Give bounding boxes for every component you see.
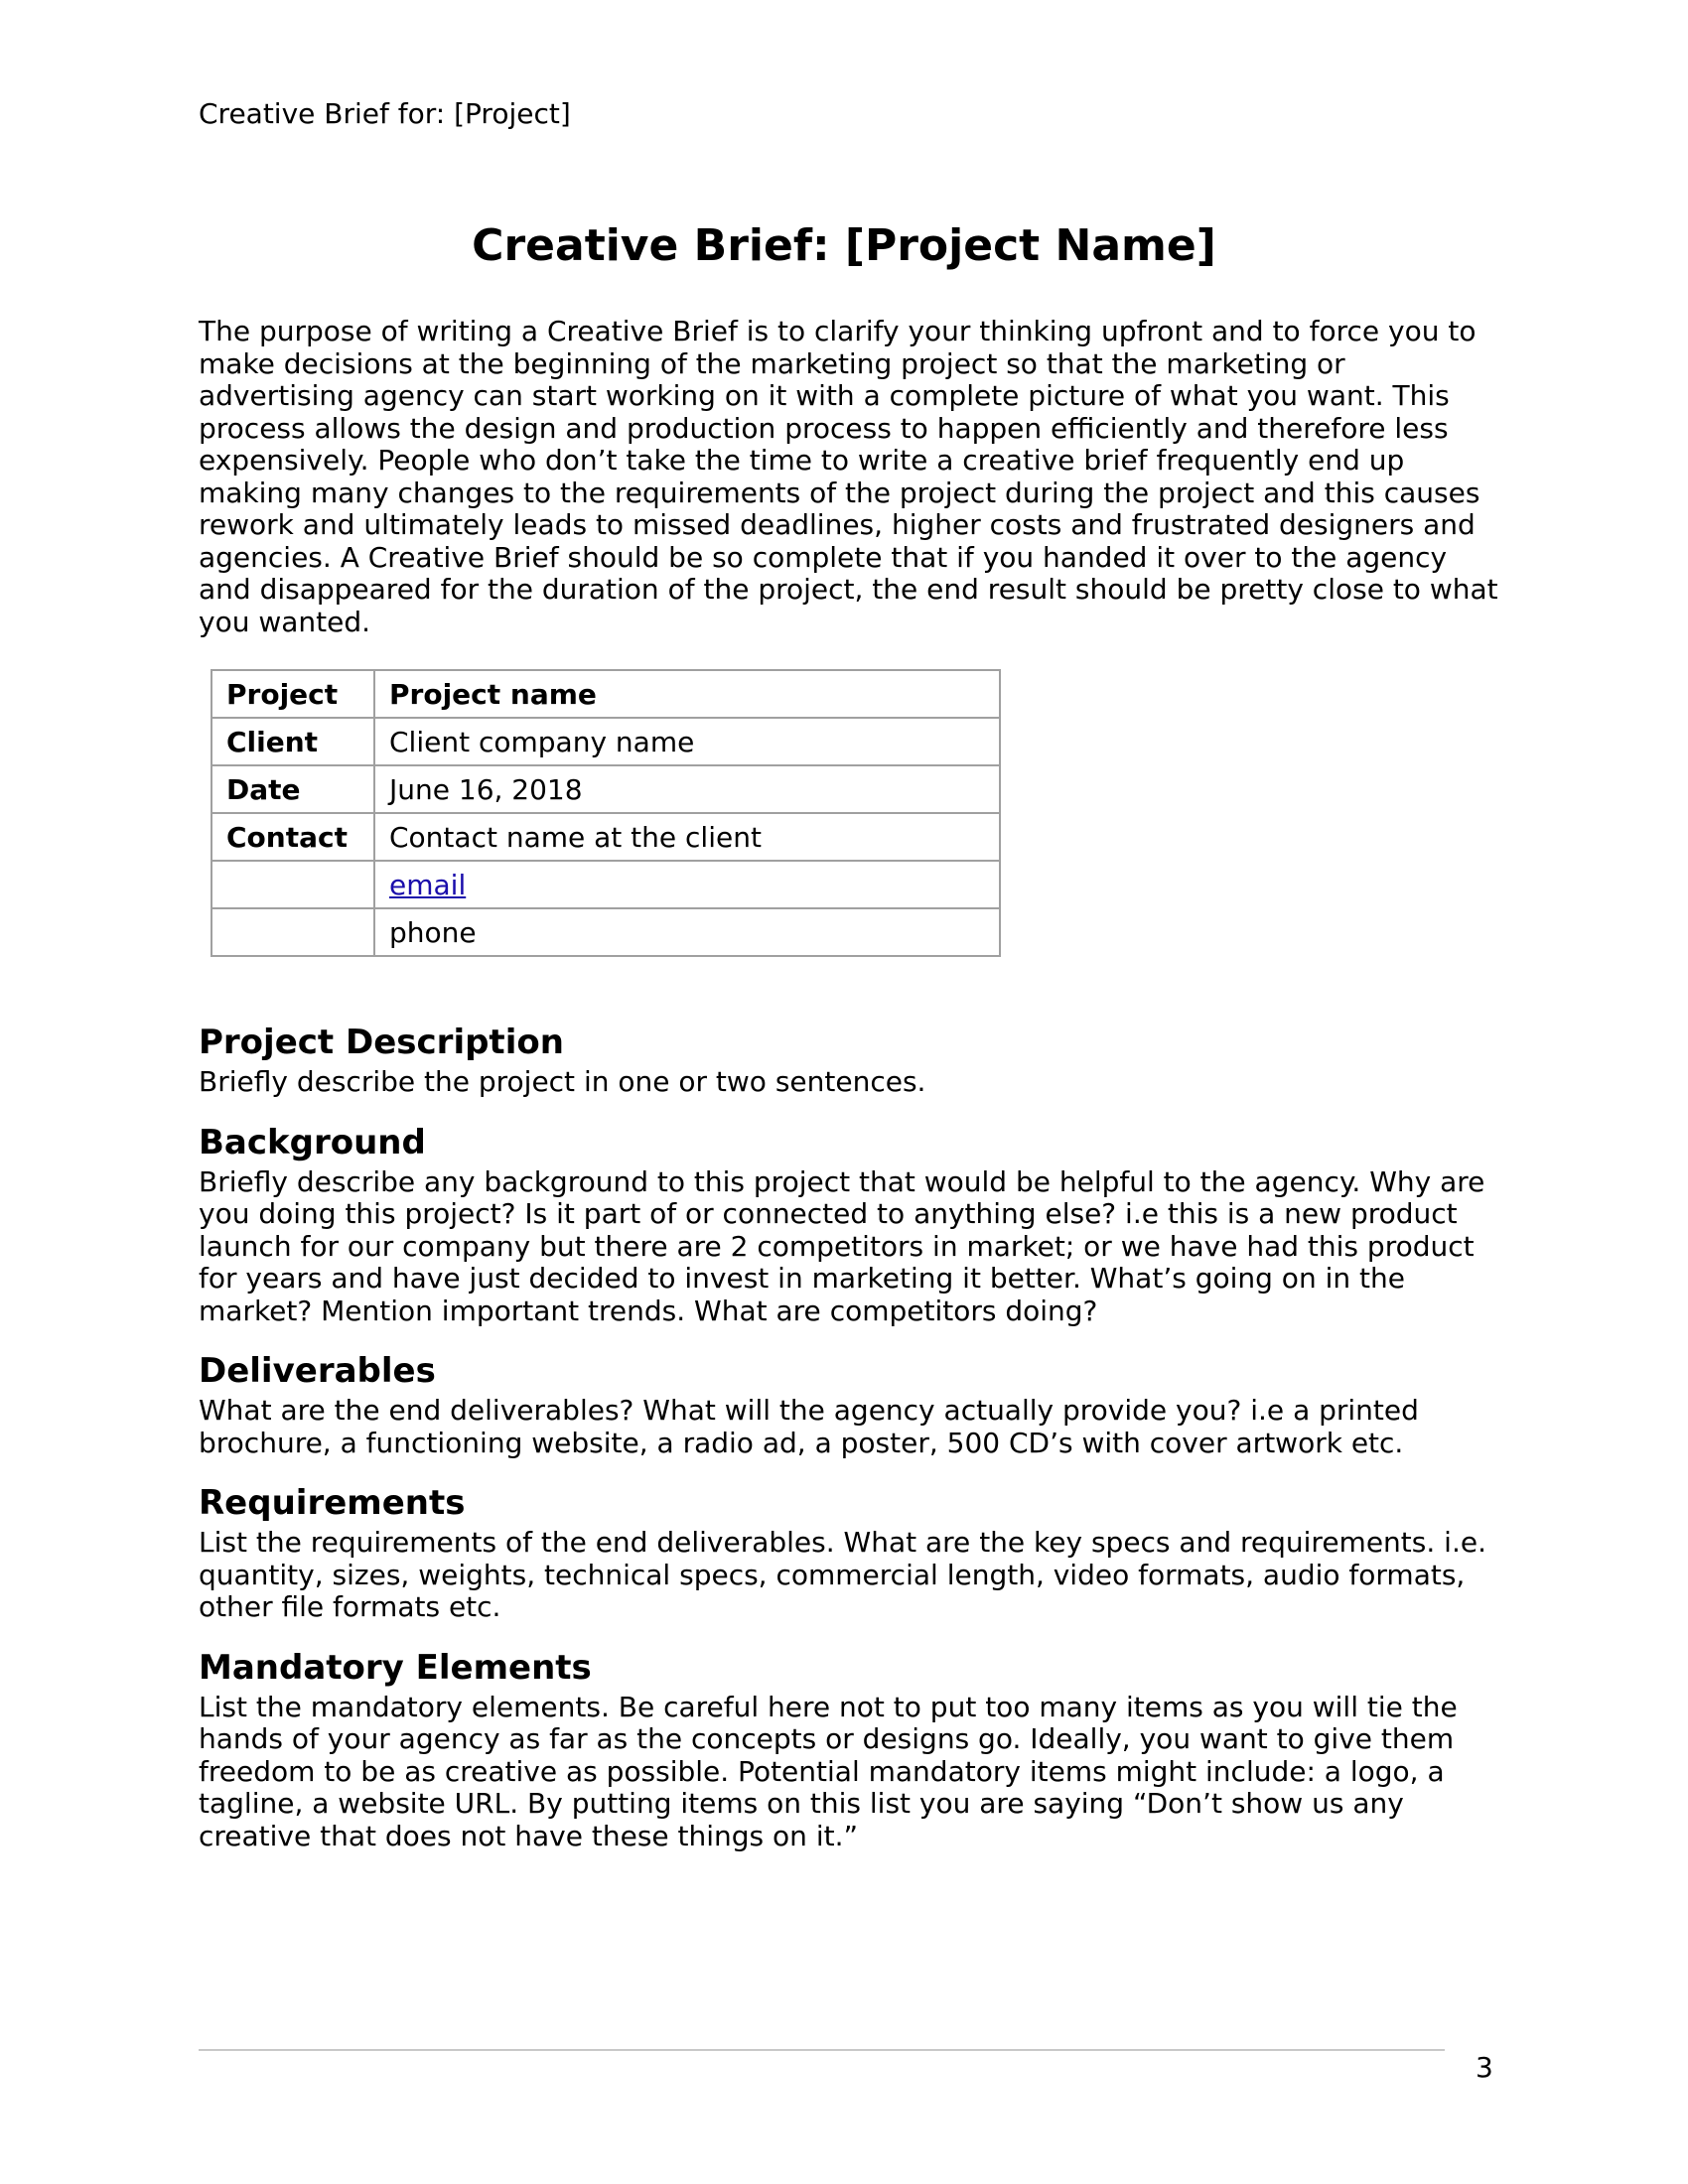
section-body: List the mandatory elements. Be careful here not to put too many items as you will tie the hands of your agency as far as the concepts or designs go. Ideally, you want to give them freedom to be as creative as possible. Potential mandatory items might include: a logo, a tagline, a website URL. By putting items on this list you are saying “Don’t show us any creative that does not have these things on it.” xyxy=(199,1690,1458,1852)
table-row xyxy=(211,813,1000,861)
row-label-contact: Contact xyxy=(211,813,374,861)
brief-sections xyxy=(199,1021,1499,1874)
row-label-project: Project xyxy=(211,670,374,718)
intro-paragraph: The purpose of writing a Creative Brief is to clarify your thinking upfront and to force you to make decisions at the beginning of the marketing project so that the marketing or advertising agency can start working on it with a complete picture of what you want. This process allows the design and production process to happen efficiently and therefore less expensively. People who don’t take the time to write a creative brief frequently end up making many changes to the requirements of the project during the project and this causes rework and ultimately leads to missed deadlines, higher costs and frustrated designers and agencies. A Creative Brief should be so complete that if you handed it over to the agency and disappeared for the duration of the project, the end result should be pretty close to what you wanted. xyxy=(199,315,1498,638)
section-mandatory-elements xyxy=(199,1646,1499,1853)
row-value-phone: phone xyxy=(374,908,1000,956)
row-value-email xyxy=(374,861,1000,908)
section-background xyxy=(199,1121,1499,1328)
row-label-empty xyxy=(211,908,374,956)
section-body: List the requirements of the end deliverables. What are the key specs and requirements. i.e. quantity, sizes, weights, technical specs, commercial length, video formats, audio formats, other file formats etc. xyxy=(199,1526,1486,1623)
document-title: Creative Brief: [Project Name] xyxy=(472,220,1216,271)
section-body: Briefly describe the project in one or two sentences. xyxy=(199,1065,926,1098)
project-info-table xyxy=(211,669,1001,957)
email-link[interactable]: email xyxy=(389,868,467,901)
row-value-project: Project name xyxy=(374,670,1000,718)
row-value-client: Client company name xyxy=(374,718,1000,765)
section-requirements xyxy=(199,1481,1499,1624)
section-body: Briefly describe any background to this project that would be helpful to the agency. Why are you doing this project? Is it part of or connected to anything else? i.e this is a new product launch for our company but there are 2 competitors in market; or we have had this product for years and have just decided to invest in marketing it better. What’s going on in the market? Mention important trends. What are competitors doing? xyxy=(199,1164,1485,1327)
row-value-date: June 16, 2018 xyxy=(374,765,1000,813)
row-label-empty xyxy=(211,861,374,908)
section-deliverables xyxy=(199,1349,1499,1459)
page-number: 3 xyxy=(1476,2051,1493,2084)
row-label-client: Client xyxy=(211,718,374,765)
section-project-description xyxy=(199,1021,1499,1099)
section-heading: Background xyxy=(199,1122,426,1162)
section-heading: Mandatory Elements xyxy=(199,1647,592,1688)
row-value-contact: Contact name at the client xyxy=(374,813,1000,861)
table-row xyxy=(211,861,1000,908)
footer-divider xyxy=(199,2049,1445,2051)
table-row xyxy=(211,765,1000,813)
table-row xyxy=(211,670,1000,718)
section-heading: Requirements xyxy=(199,1483,466,1523)
running-header: Creative Brief for: [Project] xyxy=(199,97,571,130)
section-heading: Deliverables xyxy=(199,1351,436,1391)
table-row xyxy=(211,718,1000,765)
row-label-date: Date xyxy=(211,765,374,813)
section-heading: Project Description xyxy=(199,1023,564,1062)
section-body: What are the end deliverables? What will the agency actually provide you? i.e a printed brochure, a functioning website, a radio ad, a poster, 500 CD’s with cover artwork etc. xyxy=(199,1394,1419,1459)
table-row xyxy=(211,908,1000,956)
